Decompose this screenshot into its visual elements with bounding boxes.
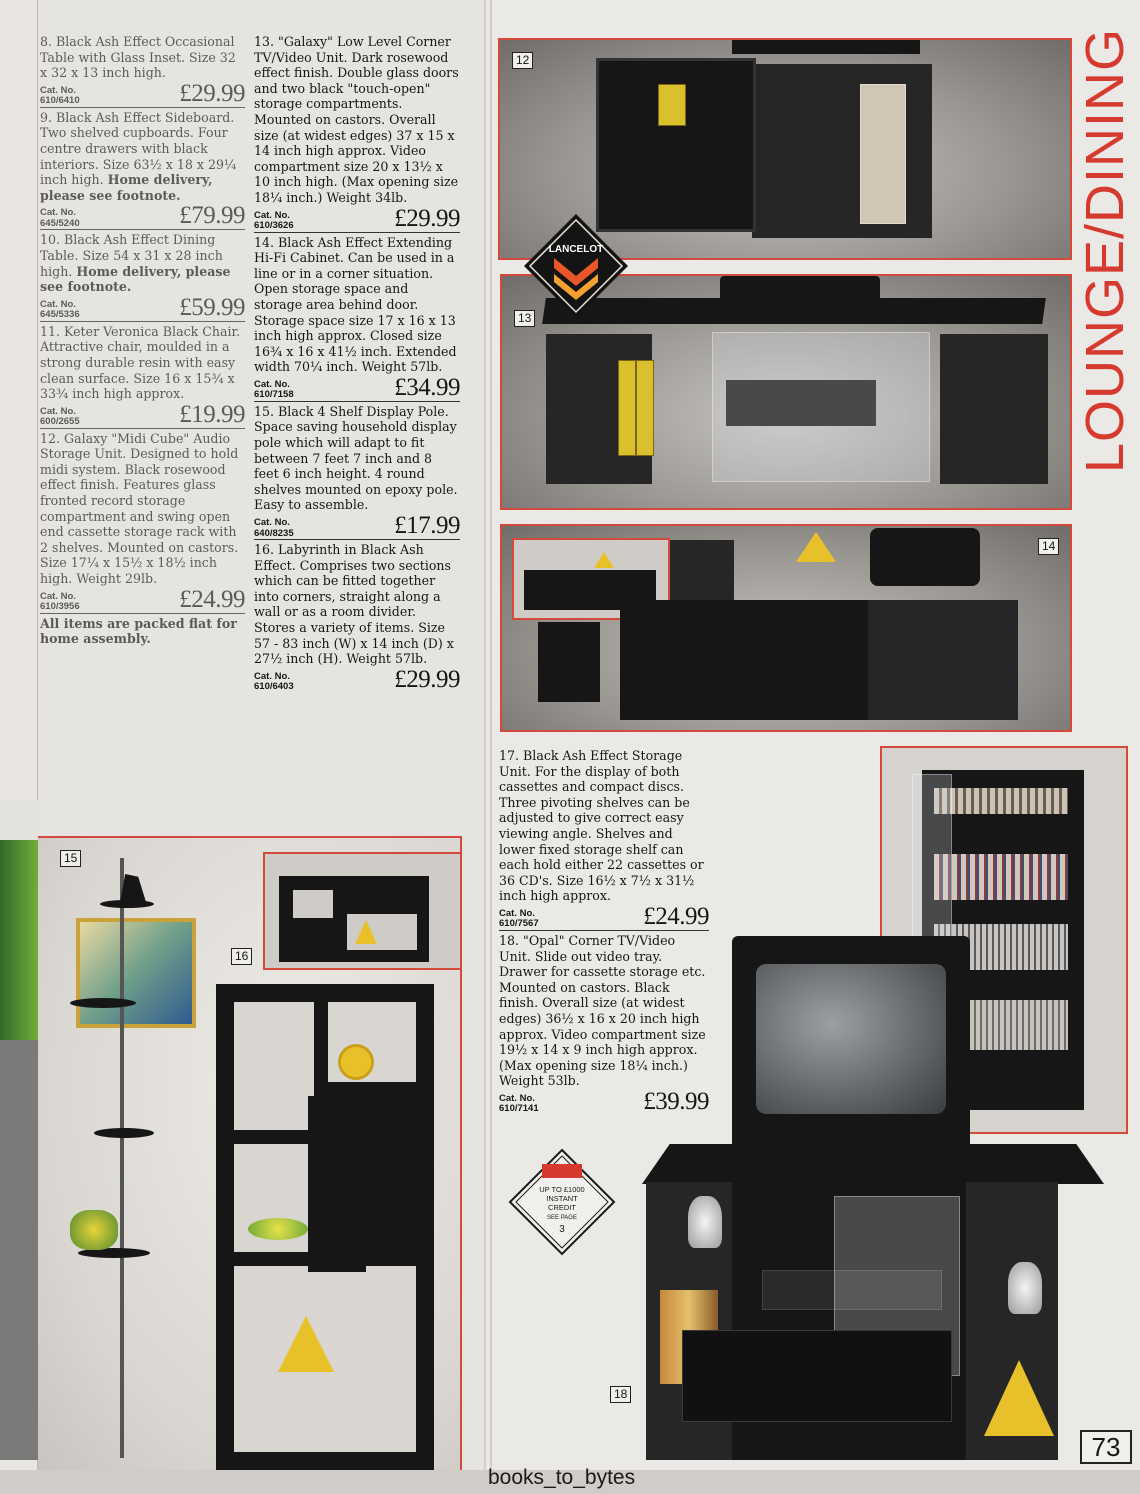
- cat-label: [499, 909, 539, 930]
- cat-number: 610/7158: [254, 389, 294, 401]
- section-title: LOUNGE/DINING: [1075, 27, 1135, 473]
- photo-number-tag: 15: [60, 850, 81, 867]
- photo-number-tag: 14: [1038, 538, 1059, 555]
- cat-label: [254, 211, 294, 232]
- midi-system: [732, 38, 920, 54]
- cat-number: 610/7567: [499, 918, 539, 930]
- item-description: 18. "Opal" Corner TV/Video Unit. Slide out video tray. Drawer for cassette storage etc. Mounted on castors. Black finish. Overall size (at widest edges) 36½ x 16 x 20 inch high approx. Video compartment size 19½ x 14 x 9 inch high approx. (Max opening size 18¼ inch.) Weight 53lb.: [499, 932, 706, 1089]
- product-item-9: [40, 110, 245, 231]
- argos-logo: [542, 1164, 582, 1178]
- photo-number-tag: 12: [512, 52, 533, 69]
- cat-label-text: Cat. No.: [254, 517, 290, 529]
- product-column-1: [40, 34, 245, 647]
- drawer: [682, 1330, 952, 1422]
- inset-opening: [293, 890, 333, 918]
- glass-decanter: [1008, 1262, 1042, 1314]
- cat-label-text: Cat. No.: [40, 405, 76, 417]
- cat-label-text: Cat. No.: [40, 207, 76, 219]
- potted-plant: [70, 1210, 118, 1250]
- product-item-11: [40, 324, 245, 429]
- cat-label-text: Cat. No.: [499, 907, 535, 919]
- price: £29.99: [394, 204, 460, 232]
- cat-label-text: Cat. No.: [40, 298, 76, 310]
- inset-pyramid: [594, 552, 614, 568]
- inset-opening: [347, 914, 417, 950]
- cat-row: [40, 295, 245, 322]
- cat-number: 610/6410: [40, 95, 80, 107]
- page-spine: [484, 0, 492, 1470]
- cassette: [658, 84, 686, 126]
- unit-top: [642, 1144, 1104, 1184]
- cat-label: [40, 592, 80, 613]
- cat-label: [254, 518, 294, 539]
- labyrinth-divider: [308, 1096, 366, 1272]
- photo-number-tag: 13: [514, 310, 535, 327]
- cat-number: 645/5336: [40, 309, 80, 321]
- yellow-clock: [338, 1044, 374, 1080]
- cat-label: [254, 672, 294, 693]
- lancelot-badge: [524, 214, 628, 318]
- page-number: 73: [1080, 1430, 1132, 1464]
- cat-label: [499, 1094, 539, 1115]
- credit-text-line: CREDIT: [548, 1203, 576, 1212]
- price: £34.99: [394, 373, 460, 401]
- item-description: 16. Labyrinth in Black Ash Effect. Comprises two sections which can be fitted together into corners, straight along a wall or as a room divider. Stores a variety of items. Size 57 - 83 inch (W) x 14 inch (D) x 27½ inch (H). Weight 57lb.: [254, 542, 454, 667]
- glass-doors: [712, 332, 930, 482]
- pole-shelf-3: [94, 1128, 154, 1138]
- cat-number: 640/8235: [254, 527, 294, 539]
- item-description: 15. Black 4 Shelf Display Pole. Space saving household display pole which will adapt to fit between 7 feet 7 inch and 8 feet 6 inch height. 4 round shelves mounted on epoxy pole. Easy to assemble.: [254, 403, 458, 513]
- lancelot-badge-text: LANCELOT: [548, 244, 604, 255]
- cat-label-text: Cat. No.: [40, 84, 76, 96]
- display-pole: [120, 858, 124, 1458]
- yellow-pyramid-ornament: [796, 532, 836, 562]
- cat-label-text: Cat. No.: [254, 670, 290, 682]
- product-item-17: [499, 748, 709, 931]
- delivery-note: Home delivery, please see footnote.: [40, 263, 231, 295]
- cat-label-text: Cat. No.: [499, 1092, 535, 1104]
- cat-row: [254, 513, 460, 540]
- instant-credit-badge: [508, 1148, 616, 1256]
- cat-number: 610/6403: [254, 681, 294, 693]
- item-description: [40, 232, 245, 294]
- cat-number: 600/2655: [40, 416, 80, 428]
- product-item-8: [40, 34, 245, 108]
- cassette-shelf-1: [934, 788, 1068, 814]
- price: £24.99: [643, 902, 709, 930]
- price: £59.99: [179, 293, 245, 321]
- cat-label-text: Cat. No.: [254, 378, 290, 390]
- credit-text-line: UP TO £1000: [539, 1185, 585, 1194]
- item-text: 9. Black Ash Effect Sideboard. Two shelved cupboards. Four centre drawers with black interiors. Size 63½ x 18 x 29¼ inch high.: [40, 109, 237, 188]
- photo-number-tag: 16: [231, 948, 252, 965]
- cat-label: [254, 380, 294, 401]
- product-item-13: [254, 34, 460, 233]
- cat-label-text: Cat. No.: [40, 590, 76, 602]
- packing-footnote: All items are packed flat for home assembly.: [40, 615, 237, 647]
- photo-number-tag: 18: [610, 1386, 631, 1403]
- record-sleeves: [860, 84, 906, 224]
- tv-screen: [756, 964, 946, 1114]
- item-description: 14. Black Ash Effect Extending Hi-Fi Cabinet. Can be used in a line or in a corner situation. Open storage space and storage area behind door. Storage space size 17 x 16 x 13 inch high approx. Closed size 16¾ x 16 x 41½ inch. Extended width 70¼ inch. Weight 57lb.: [254, 234, 457, 375]
- video-tape-a: [618, 360, 636, 456]
- price: £29.99: [179, 79, 245, 107]
- product-item-10: [40, 232, 245, 321]
- video-tape-b: [636, 360, 654, 456]
- pole-shelf-2: [70, 998, 136, 1008]
- item-description: 8. Black Ash Effect Occasional Table with Glass Inset. Size 32 x 32 x 13 inch high.: [40, 34, 236, 81]
- price: £24.99: [179, 585, 245, 613]
- cat-label: [40, 300, 80, 321]
- cat-row: [40, 203, 245, 230]
- price: £39.99: [643, 1087, 709, 1115]
- tv-set: [870, 528, 980, 586]
- credit-text-line: INSTANT: [546, 1194, 578, 1203]
- previous-page-edge: [0, 0, 38, 1494]
- cassette-shelf-2: [934, 854, 1068, 900]
- cat-number: 645/5240: [40, 217, 80, 229]
- open-shelving: [620, 600, 870, 720]
- price: £19.99: [179, 400, 245, 428]
- cat-row: [254, 667, 460, 693]
- credit-text-line: 3: [559, 1224, 565, 1235]
- cat-label: [40, 86, 80, 107]
- fruit-bowl: [248, 1218, 308, 1240]
- cupboard: [868, 600, 1018, 720]
- delivery-note: Home delivery, please see footnote.: [40, 172, 213, 203]
- right-compartment: [940, 334, 1048, 484]
- item-description: 17. Black Ash Effect Storage Unit. For the display of both cassettes and compact discs. Three pivoting shelves can be adjusted to give correct easy viewing angle. Shelves and lower fixed storage shelf can each hold either 22 cassettes or 36 CD's. Size 16½ x 7½ x 31½ inch high approx.: [499, 748, 704, 904]
- credit-text-line: SEE PAGE: [547, 1215, 577, 1221]
- item-description: [40, 110, 245, 204]
- cat-row: [40, 587, 245, 614]
- price: £17.99: [394, 512, 460, 540]
- cat-row: [40, 402, 245, 429]
- cat-label: [40, 407, 80, 428]
- cat-number: 610/7141: [499, 1103, 539, 1115]
- item-description: 11. Keter Veronica Black Chair. Attractive chair, moulded in a strong durable resin with easy clean surface. Size 16 x 15¾ x 33¾ inch high approx.: [40, 323, 241, 402]
- product-item-12: [40, 431, 245, 614]
- cat-label-text: Cat. No.: [254, 209, 290, 221]
- product-column-2: [254, 34, 460, 695]
- cat-row: [254, 375, 460, 402]
- product-item-14: [254, 235, 460, 402]
- framed-picture: [76, 918, 196, 1028]
- photo-display-pole-labyrinth: [38, 836, 462, 1470]
- price: £29.99: [394, 665, 460, 693]
- photo-opal-tv-unit: [614, 930, 1080, 1460]
- cat-row: [254, 206, 460, 233]
- labyrinth-opening-1: [234, 1002, 314, 1130]
- cat-number: 610/3626: [254, 220, 294, 232]
- stereo-system: [670, 540, 734, 604]
- midi-speaker: [538, 622, 600, 702]
- photo-hifi-cabinet: [500, 524, 1072, 732]
- item-description: 13. "Galaxy" Low Level Corner TV/Video Unit. Dark rosewood effect finish. Double glass doors and two black "touch-open" storage compartments. Mounted on castors. Overall size (at widest edges) 37 x 15 x 14 inch high approx. Video compartment size 20 x 13½ x 10 inch high. (Max opening size 18¼ inch.) Weight 34lb.: [254, 34, 459, 205]
- item-text: 10. Black Ash Effect Dining Table. Size 54 x 31 x 28 inch high.: [40, 232, 223, 279]
- price: £79.99: [179, 202, 245, 230]
- cat-row: [499, 904, 709, 931]
- glass-decanter: [688, 1196, 722, 1248]
- inset-labyrinth-photo: [235, 852, 462, 970]
- scanner-watermark: books_to_bytes: [488, 1466, 636, 1489]
- cat-label: [40, 208, 80, 229]
- cat-row: [40, 81, 245, 108]
- item-description: 12. Galaxy "Midi Cube" Audio Storage Unit. Designed to hold midi system. Black rosewood effect finish. Features glass fronted record storage compartment and swing open end cassette storage rack with 2 shelves. Mounted on castors. Size 17¼ x 15½ x 18½ inch high. Weight 29lb.: [40, 430, 239, 587]
- product-item-16: [254, 542, 460, 693]
- cat-number: 610/3956: [40, 601, 80, 613]
- product-item-15: [254, 404, 460, 540]
